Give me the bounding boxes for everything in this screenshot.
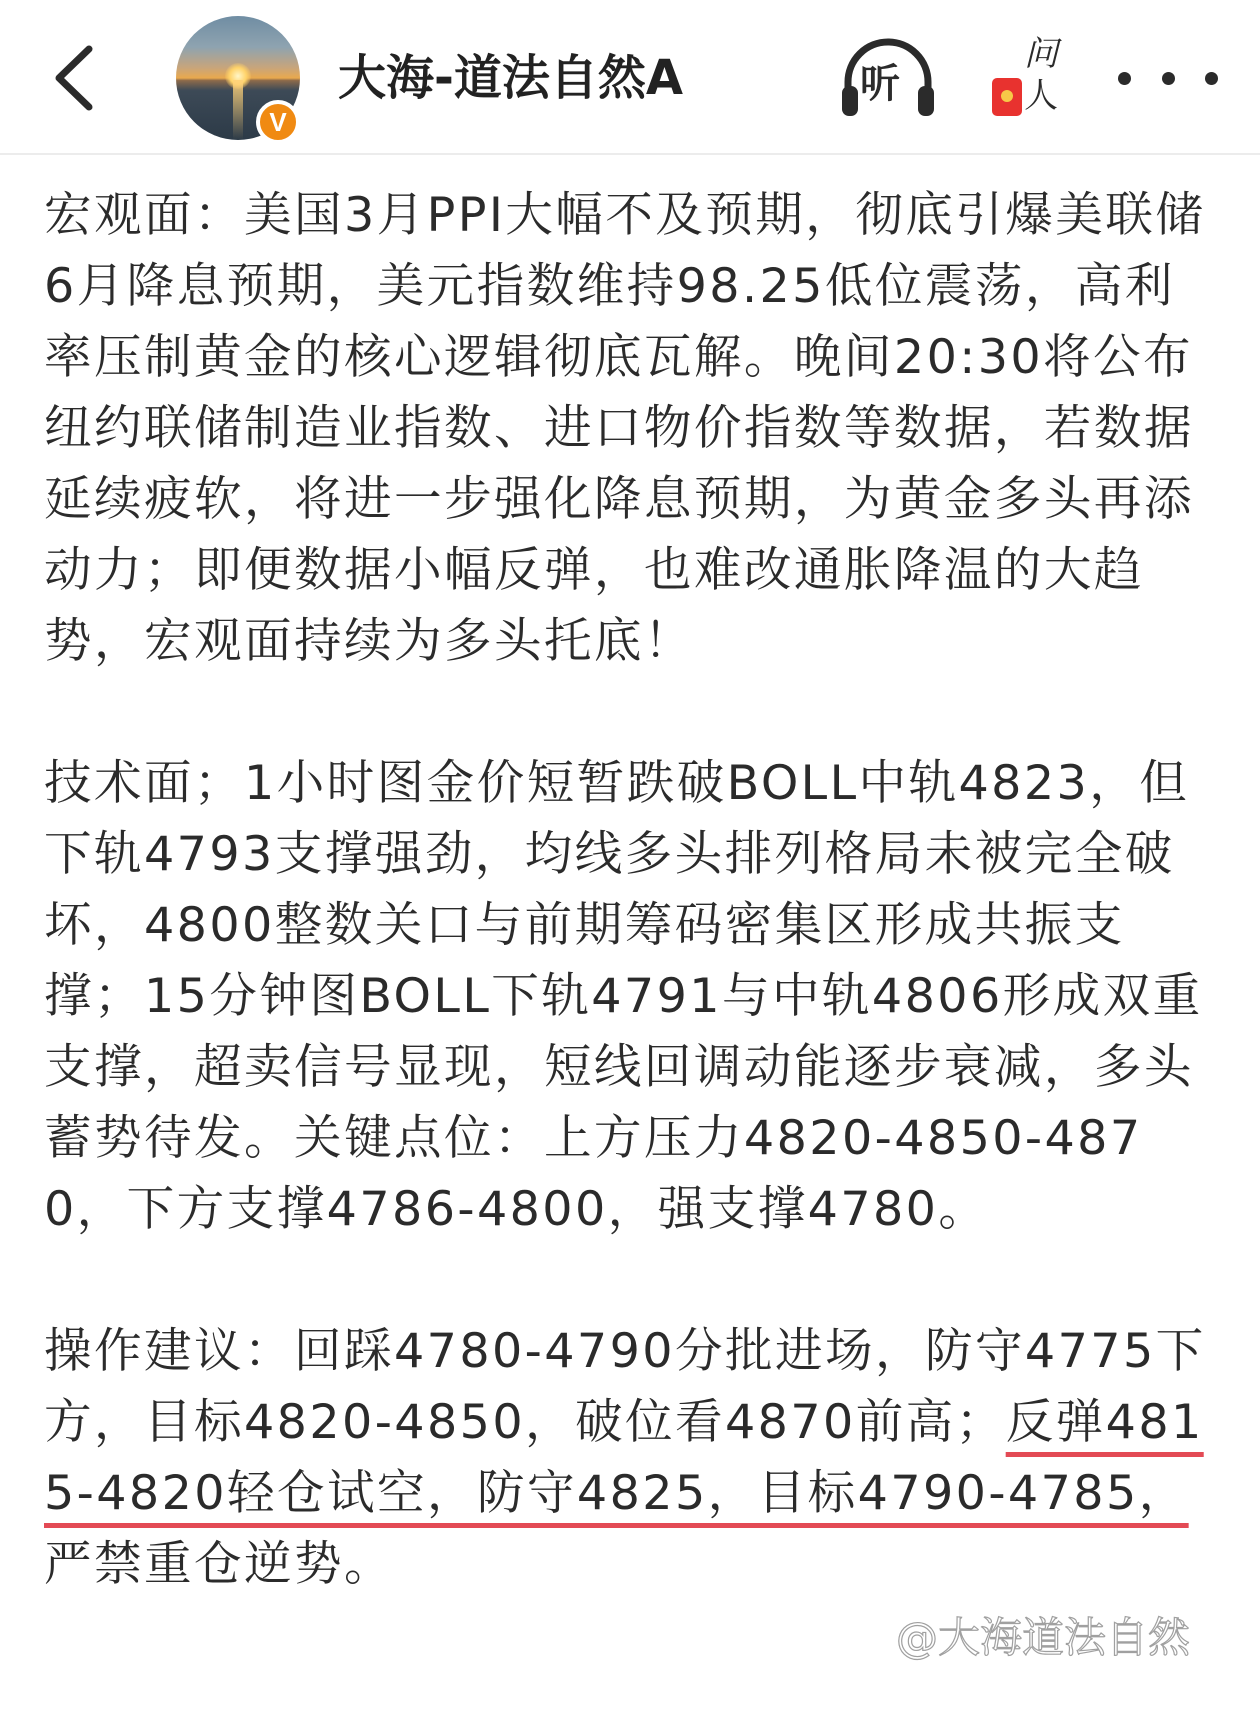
advice-plain-text: 操作建议：回踩4780-4790分批进场，防守4775下方，目标4820-4850，破位看4870前高； bbox=[44, 1324, 1206, 1450]
watermark: @大海道法自然 bbox=[896, 1613, 1191, 1662]
ask-label-bottom: 人 bbox=[1024, 76, 1058, 116]
macro-paragraph: 宏观面：美国3月PPI大幅不及预期，彻底引爆美联储6月降息预期，美元指数维持98.25低位震荡，高利率压制黄金的核心逻辑彻底瓦解。晚间20:30将公布纽约联储制造业指数、进口物价指数等数据，若数据延续疲软，将进一步强化降息预期，为黄金多头再添动力；即便数据小幅反弹，也难改通胀降温的大趋势，宏观面持续为多头托底！ bbox=[44, 188, 1206, 669]
more-dots-icon bbox=[1205, 72, 1218, 85]
verified-badge: V bbox=[256, 100, 300, 144]
back-button[interactable] bbox=[38, 38, 108, 118]
ask-label-top: 问 bbox=[1024, 34, 1058, 74]
listen-label: 听 bbox=[860, 61, 900, 107]
red-packet-icon bbox=[992, 78, 1022, 116]
ask-button[interactable] bbox=[990, 32, 1070, 122]
post-content bbox=[44, 180, 1224, 1600]
technical-paragraph: 技术面；1小时图金价短暂跌破BOLL中轨4823，但下轨4793支撑强劲，均线多头排列格局未被完全破坏，4800整数关口与前期筹码密集区形成共振支撑；15分钟图BOLL下轨4791与中轨4806形成双重支撑，超卖信号显现，短线回调动能逐步衰减，多头蓄势待发。关键点位：上方压力4820-4850-4870，下方支撑4786-4800，强支撑4780。 bbox=[44, 756, 1203, 1237]
listen-button[interactable] bbox=[838, 36, 938, 120]
advice-paragraph bbox=[44, 1316, 1224, 1600]
paragraph-gap bbox=[44, 677, 1224, 748]
paragraph-gap bbox=[44, 1245, 1224, 1316]
username[interactable]: 大海-道法自然A bbox=[338, 50, 684, 106]
advice-tail-text: 严禁重仓逆势。 bbox=[44, 1537, 394, 1592]
more-dots-icon bbox=[1118, 72, 1131, 85]
more-dots-icon bbox=[1162, 72, 1175, 85]
sunset-reflection bbox=[233, 80, 243, 140]
chevron-left-icon bbox=[51, 43, 95, 113]
advice-underlined-text: 反弹4815-4820轻仓试空，防守4825，目标4790-4785， bbox=[44, 1395, 1204, 1521]
more-button[interactable] bbox=[1118, 56, 1218, 100]
top-bar bbox=[0, 0, 1260, 155]
